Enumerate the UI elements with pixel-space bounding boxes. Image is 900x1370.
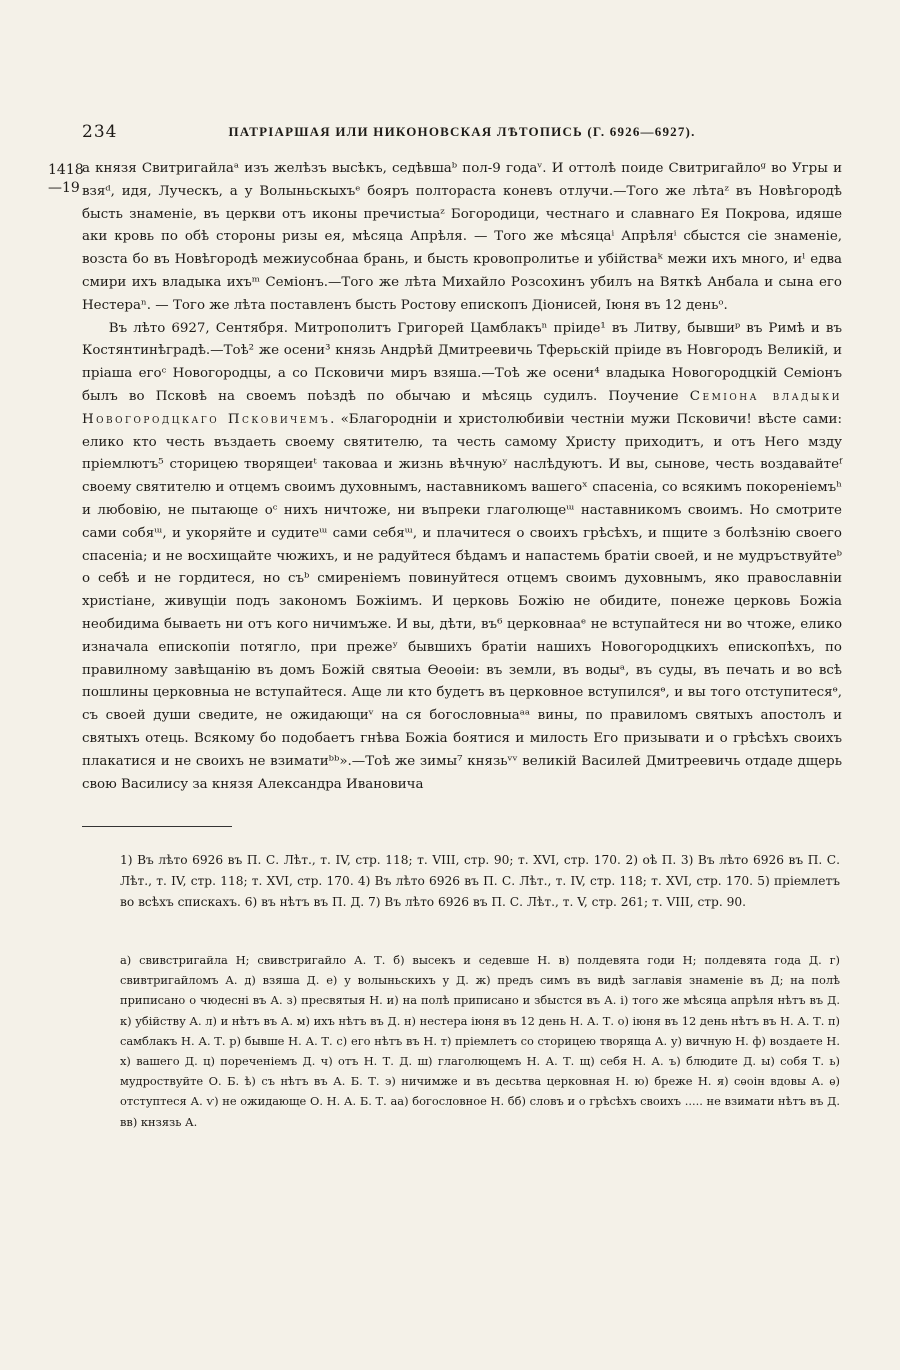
- paragraph-2-part-c: . «Благородніи и христолюбивіи честніи мужи Псковичи! вѣсте сами: елико кто честь въздаеть своему святителю, та честь самому Христу приходитъ, и отъ Него мзду пріемлютъ⁵ сторицею творящеиᵗ таковаа и жизнь вѣчнуюʸ наслѣдуютъ. И вы, сынове, честь воздавайтеᶠ своему святителю и отцемъ своимъ духовнымъ, наставникомъ вашегоˣ спасеніа, со всякимъ покореніемъʰ и любовію, не пытающе оᶜ нихъ ничтоже, ни въпреки глаголющеᵚ наставникомъ своимъ. Но смотрите сами собяᵚ, и укоряйте и судитеᵚ сами себяᵚ, и плачитеся о своихъ грѣсѣхъ, и пщите з болѣзнію своего спасеніа; и не восхищайте чюжихъ, и не радуйтеся бѣдамъ и напастемь братіи своей, и не мудръствуйтеᵇ о себѣ и не гордитеся, но съᵇ смиреніемъ повинуйтеся отцемъ своимъ духовнымъ, яко православніи христіане, живущіи подъ закономъ Божіимъ. И церковь Божію не обидите, понеже церковь Божіа необидима бываеть ни отъ кого ничимъже. И вы, дѣти, въ⁶ церковнааᵉ не вступайтеся ни во чтоже, елико изначала епископіи потягло, при прежеʸ бывшихъ братіи нашихъ Новогородцкихъ епископѣхъ, по правилному завѣщанію въ домъ Божій святыа Ѳеоѳіи: въ земли, въ водыᵃ, въ суды, въ печать и во всѣ пошлины церковныа не вступайтеся. Аще ли кто будетъ въ церковное вступилсяᶱ, и вы того отступитесяᶱ, съ своей души сведите, не ожидающиᵛ на ся богословныаᵃᵃ вины, по правиломъ святыхъ апостолъ и святыхъ отець. Всякому бо подобаетъ гнѣва Божіа боятися и милость Его призывати и о грѣсѣхъ своихъ плакатися и не своихъ не взиматиᵇᵇ».—Тоѣ же зимы⁷ князьᵛᵛ великій Василей Дмитреевичь отдаде дщерь свою Василису за князя Александра Ивановича: [82, 411, 842, 792]
- running-title: ПАТРІАРШАЯ ИЛИ НИКОНОВСКАЯ ЛѢТОПИСЬ (Г. 6926—6927).: [228, 124, 696, 139]
- sermon-heading: Семіона владыки Новогородцкаго Псковичемъ: [82, 388, 842, 427]
- page-number: 234: [82, 122, 118, 142]
- paragraph-2: [82, 318, 842, 797]
- margin-year-1: 1418: [48, 162, 84, 178]
- paragraph-1: а князя Свитригайлаᵃ изъ желѣзъ высѣкъ, седѣвшаᵇ пол-9 годаᵛ. И оттолѣ поиде Свитригайлоᵍ во Угры и взяᵈ, идя, Луческъ, а у Волыньскыхъᵉ бояръ полтораста коневъ отлучи.—Того же лѣтаᶻ въ Новѣгородѣ бысть знаменіе, въ церкви отъ иконы пречистыаᶻ Богородици, честнаго и славнаго Ея Покрова, идяше аки кровь по обѣ стороны ризы ея, мѣсяца Апрѣля. — Того же мѣсяцаⁱ Апрѣляⁱ сбыстся сіе знаменіе, возста бо въ Новѣгородѣ межиусобнаа брань, и бысть кровопролитье и убійстваᵏ межи ихъ много, иˡ едва смири ихъ владыка ихъᵐ Семіонъ.—Того же лѣта Михайло Розсохинъ убилъ на Вяткѣ Анбала и сына его Нестераⁿ. — Того же лѣта поставленъ бысть Ростову епископъ Діонисей, Іюня въ 12 деньᵒ.: [82, 161, 842, 313]
- footnote-divider: [82, 826, 232, 827]
- paragraph-2-part-a: Въ лѣто 6927, Сентября. Митрополитъ Григорей Цамблакъⁿ пріиде¹ въ Литву, бывшиᵖ въ Римѣ и въ Костянтинѣградѣ.—Тоѣ² же осени³ князь Андрѣй Дмитреевичь Тферьскій пріиде въ Новгородъ Великій, и пріаша егоᶜ Новогородцы, а со Псковичи миръ взяша.—Тоѣ же осени⁴ владыка Новогородцкій Семіонъ былъ во Псковѣ на своемъ поѣздѣ по обычаю и мѣсяць судилъ. Поучение: [82, 320, 842, 404]
- margin-year-2: —19: [48, 180, 80, 196]
- main-text: [82, 158, 842, 796]
- page-header: [82, 122, 842, 148]
- textual-variants: а) свивстригайла Н; свивстригайло А. Т. б) высекъ и седевше Н. в) полдевята годи Н; полдевята года Д. г) свивтригайломъ А. д) взяша Д. е) у волыньскихъ у Д. ж) предъ симъ въ видѣ заглавія знаменіе въ Д; на полѣ приписано о чюдесні въ А. з) пресвятыя Н. и) на полѣ приписано и збыстся въ А. і) того же мѣсяца апрѣля нѣтъ въ Д. к) убійству А. л) и нѣтъ въ А. м) ихъ нѣтъ въ Д. н) нестера іюня въ 12 день Н. А. Т. о) іюня въ 12 день нѣтъ въ Н. А. Т. п) самблакъ Н. А. Т. р) бывше Н. А. Т. с) его нѣтъ въ Н. т) пріемлетъ со сторицею творяща А. у) вичную Н. ф) воздаете Н. х) вашего Д. ц) пореченіемъ Д. ч) отъ Н. Т. Д. ш) глаголющемъ Н. А. Т. щ) себя Н. А. ъ) блюдите Д. ы) собя Т. ь) мудроствуйте О. Б. ѣ) съ нѣтъ въ А. Б. Т. э) ничимже и въ десьтва церковная Н. ю) бреже Н. я) сѳоін вдовы А. ѳ) отступтеся А. ѵ) не ожидающе О. Н. А. Б. Т. аа) богословное Н. бб) словъ и о грѣсѣхъ своихъ ..... не взимати нѣтъ въ Д. вв) кнзязь А.: [120, 953, 840, 1129]
- footnotes: 1) Въ лѣто 6926 въ П. С. Лѣт., т. IV, стр. 118; т. VIII, стр. 90; т. XVI, стр. 170. 2) оѣ П. 3) Въ лѣто 6926 въ П. С. Лѣт., т. IV, стр. 118; т. XVI, стр. 170. 4) Въ лѣто 6926 въ П. С. Лѣт., т. IV, стр. 118; т. XVI, стр. 170. 5) пріемлетъ во всѣхъ спискахъ. 6) въ нѣтъ въ П. Д. 7) Въ лѣто 6926 въ П. С. Лѣт., т. V, стр. 261; т. VIII, стр. 90.: [120, 853, 840, 909]
